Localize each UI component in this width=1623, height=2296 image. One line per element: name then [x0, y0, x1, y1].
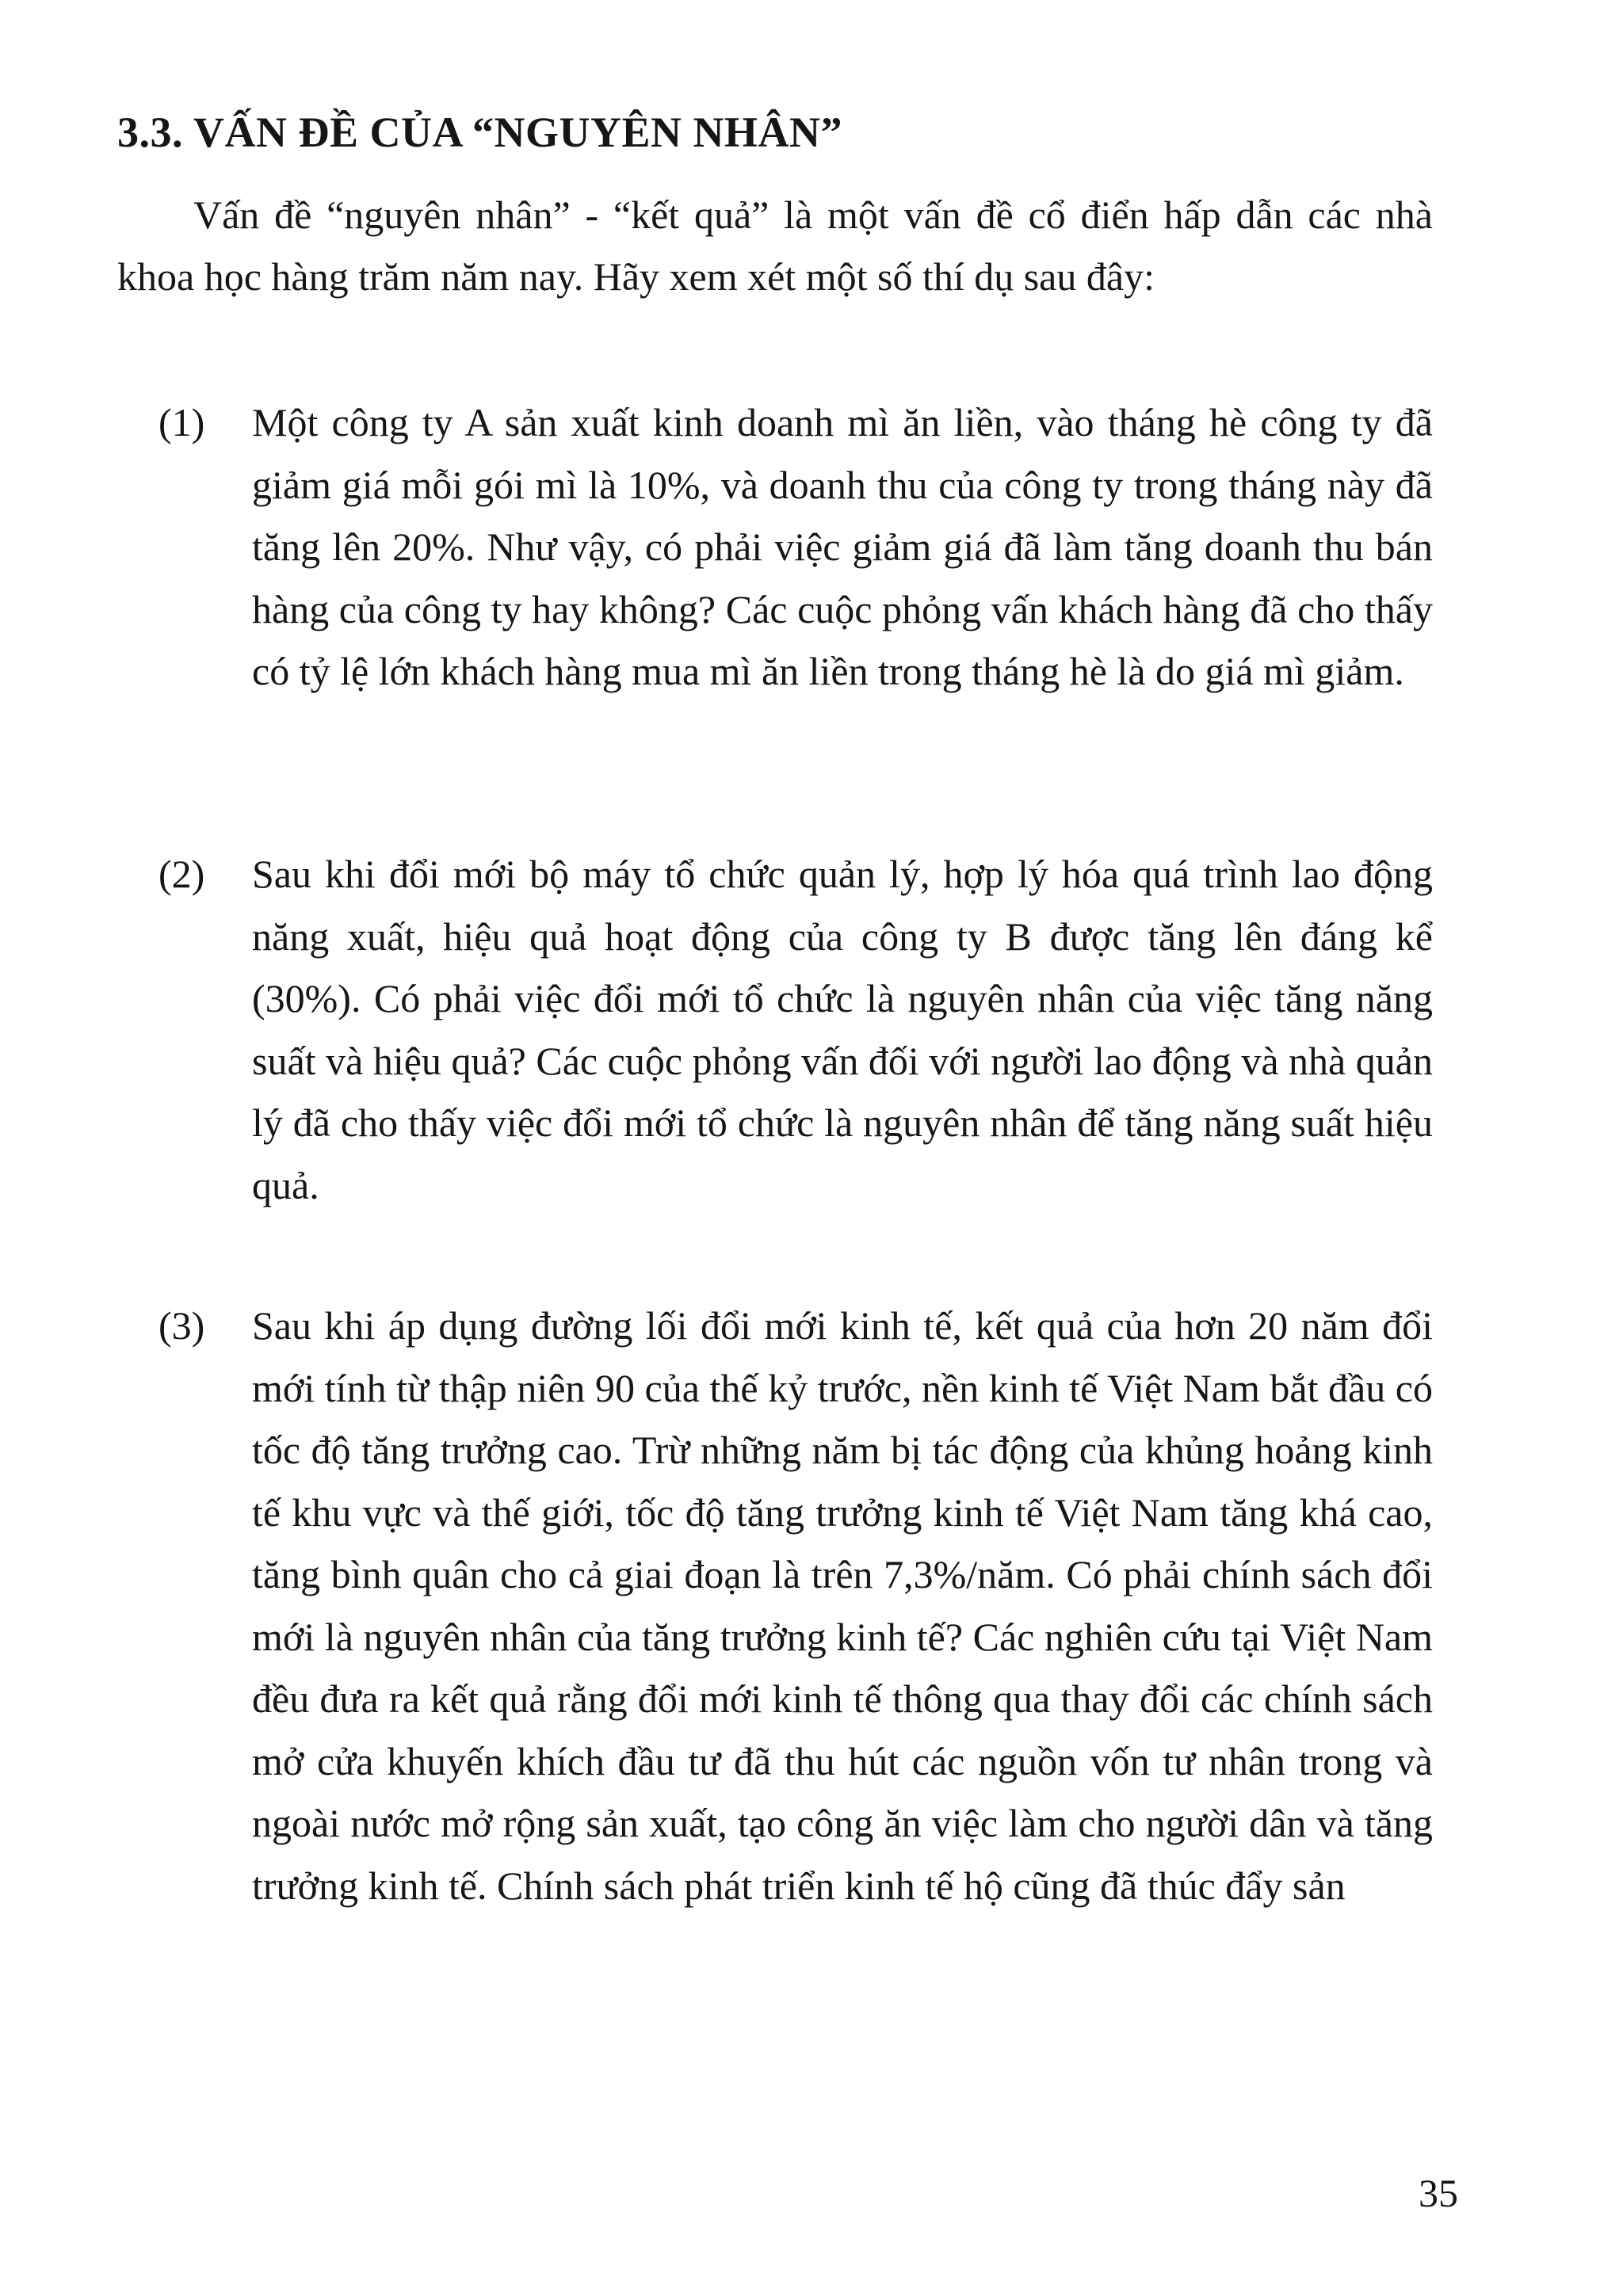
item-text: Sau khi đổi mới bộ máy tổ chức quản lý, hợp lý hóa quá trình lao động năng xuất, hiệu quả hoạt động của công ty B được tăng lên đáng kể (30%). Có phải việc đổi mới tổ chức là nguyên nhân của việc tăng năng suất và hiệu quả? Các cuộc phỏng vấn đối với người lao động và nhà quản lý đã cho thấy việc đổi mới tổ chức là nguyên nhân để tăng năng suất hiệu quả.: [252, 852, 1433, 1207]
example-item: [158, 391, 1433, 703]
page-number: 35: [1419, 2171, 1458, 2215]
example-item: [158, 843, 1433, 1216]
item-text: Một công ty A sản xuất kinh doanh mì ăn liền, vào tháng hè công ty đã giảm giá mỗi gói mì là 10%, và doanh thu của công ty trong tháng này đã tăng lên 20%. Như vậy, có phải việc giảm giá đã làm tăng doanh thu bán hàng của công ty hay không? Các cuộc phỏng vấn khách hàng đã cho thấy có tỷ lệ lớn khách hàng mua mì ăn liền trong tháng hè là do giá mì giảm.: [252, 400, 1433, 693]
item-number: (3): [158, 1303, 205, 1348]
item-number: (1): [158, 400, 205, 444]
example-item: [158, 1295, 1433, 1917]
item-text: Sau khi áp dụng đường lối đổi mới kinh tế, kết quả của hơn 20 năm đổi mới tính từ thập niên 90 của thế kỷ trước, nền kinh tế Việt Nam bắt đầu có tốc độ tăng trưởng cao. Trừ những năm bị tác động của khủng hoảng kinh tế khu vực và thế giới, tốc độ tăng trưởng kinh tế Việt Nam tăng khá cao, tăng bình quân cho cả giai đoạn là trên 7,3%/năm. Có phải chính sách đổi mới là nguyên nhân của tăng trưởng kinh tế? Các nghiên cứu tại Việt Nam đều đưa ra kết quả rằng đổi mới kinh tế thông qua thay đổi các chính sách mở cửa khuyến khích đầu tư đã thu hút các nguồn vốn tư nhân trong và ngoài nước mở rộng sản xuất, tạo công ăn việc làm cho người dân và tăng trưởng kinh tế. Chính sách phát triển kinh tế hộ cũng đã thúc đẩy sản: [252, 1303, 1433, 1908]
intro-paragraph: Vấn đề “nguyên nhân” - “kết quả” là một vấn đề cổ điển hấp dẫn các nhà khoa học hàng trăm năm nay. Hãy xem xét một số thí dụ sau đây:: [117, 193, 1433, 299]
section-heading: 3.3. VẤN ĐỀ CỦA “NGUYÊN NHÂN”: [117, 109, 843, 156]
item-number: (2): [158, 852, 205, 896]
